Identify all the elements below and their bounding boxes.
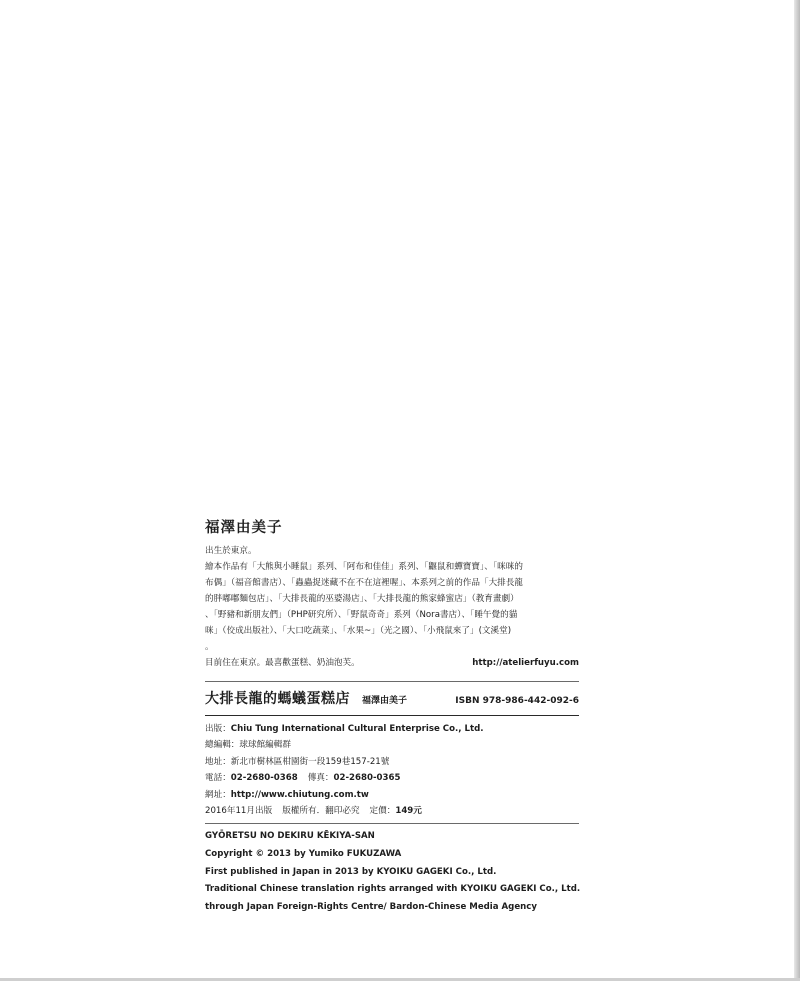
bio-line: 。 bbox=[205, 642, 214, 652]
price-value: 149元 bbox=[395, 806, 422, 817]
publisher-website-link[interactable]: http://www.chiutung.com.tw bbox=[230, 789, 369, 800]
address-label: 地址： bbox=[205, 756, 231, 767]
publisher-value: Chiu Tung International Cultural Enterprise Co., Ltd. bbox=[230, 724, 484, 734]
copyright-notice: 版權所有．翻印必究 bbox=[282, 806, 360, 817]
divider bbox=[205, 681, 579, 682]
bio-line: 出生於東京。 bbox=[205, 546, 257, 556]
bio-line: 繪本作品有「大熊與小睡鼠」系列、「阿布和佳佳」系列、「鼴鼠和蟬寶寶」、「咪咪的 bbox=[205, 562, 523, 572]
bio-line: 、「野豬和新朋友們」（PHP研究所）、「野鼠奇奇」系列（Nora書店）、「睡午覺的貓 bbox=[205, 610, 518, 620]
author-name: 福澤由美子 bbox=[205, 520, 283, 536]
fax-label: 傳真： bbox=[307, 773, 334, 784]
address-value: 新北市樹林區柑園街一段159巷157-21號 bbox=[230, 756, 390, 767]
website-line bbox=[205, 787, 579, 803]
rights-info bbox=[205, 824, 579, 916]
publisher-info bbox=[205, 716, 579, 819]
bio-line: 的胖嘟嘟麵包店」、「大排長龍的巫婆湯店」、「大排長龍的熊家蜂蜜店」（教育畫劇） bbox=[205, 594, 519, 604]
publisher-label: 出版： bbox=[205, 724, 231, 734]
book-author: 福澤由美子 bbox=[362, 696, 408, 706]
book-title-row bbox=[205, 688, 579, 708]
page-edge-right bbox=[794, 0, 800, 981]
author-website-link[interactable]: http://atelierfuyu.com bbox=[472, 658, 579, 668]
editor-label: 總編輯： bbox=[205, 740, 240, 751]
web-label: 網址： bbox=[205, 789, 231, 800]
author-current: 目前住在東京。最喜歡蛋糕、奶油泡芙。 bbox=[205, 658, 360, 668]
phone-line bbox=[205, 770, 579, 786]
edition: 2016年11月出版 bbox=[205, 806, 273, 817]
bio-line: 咪」（佼成出版社）、「大口吃蔬菜」、「水果~」（光之國）、「小飛鼠來了」(文溪堂) bbox=[205, 626, 512, 636]
price-label: 定價： bbox=[369, 806, 396, 817]
book-title: 大排長龍的螞蟻蛋糕店 bbox=[205, 691, 350, 707]
copyright-line: Copyright © 2013 by Yumiko FUKUZAWA bbox=[205, 849, 402, 860]
original-title: GYŌRETSU NO DEKIRU KĒKIYA-SAN bbox=[205, 831, 375, 842]
phone-value: 02-2680-0368 bbox=[230, 773, 298, 784]
fax-value: 02-2680-0365 bbox=[333, 773, 401, 784]
bio-line: 布偶」（福音館書店）、「蟲蟲捉迷藏不在不在這裡喔」、本系列之前的作品「大排長龍 bbox=[205, 578, 523, 588]
first-published-line: First published in Japan in 2013 by KYOIKU GAGEKI Co., Ltd. bbox=[205, 866, 497, 877]
bio-last-line bbox=[205, 655, 579, 671]
translation-rights-line: Traditional Chinese translation rights arranged with KYOIKU GAGEKI Co., Ltd. bbox=[205, 884, 581, 895]
editor-line bbox=[205, 737, 579, 753]
phone-label: 電話： bbox=[205, 773, 231, 784]
address-line bbox=[205, 754, 579, 770]
isbn: ISBN 978-986-442-092-6 bbox=[455, 696, 579, 706]
publisher-line bbox=[205, 721, 579, 737]
edition-line bbox=[205, 803, 579, 819]
author-bio bbox=[205, 543, 579, 671]
editor-value: 球球館編輯群 bbox=[239, 740, 291, 751]
agency-line: through Japan Foreign-Rights Centre/ Bardon-Chinese Media Agency bbox=[205, 901, 537, 912]
colophon bbox=[205, 516, 579, 916]
